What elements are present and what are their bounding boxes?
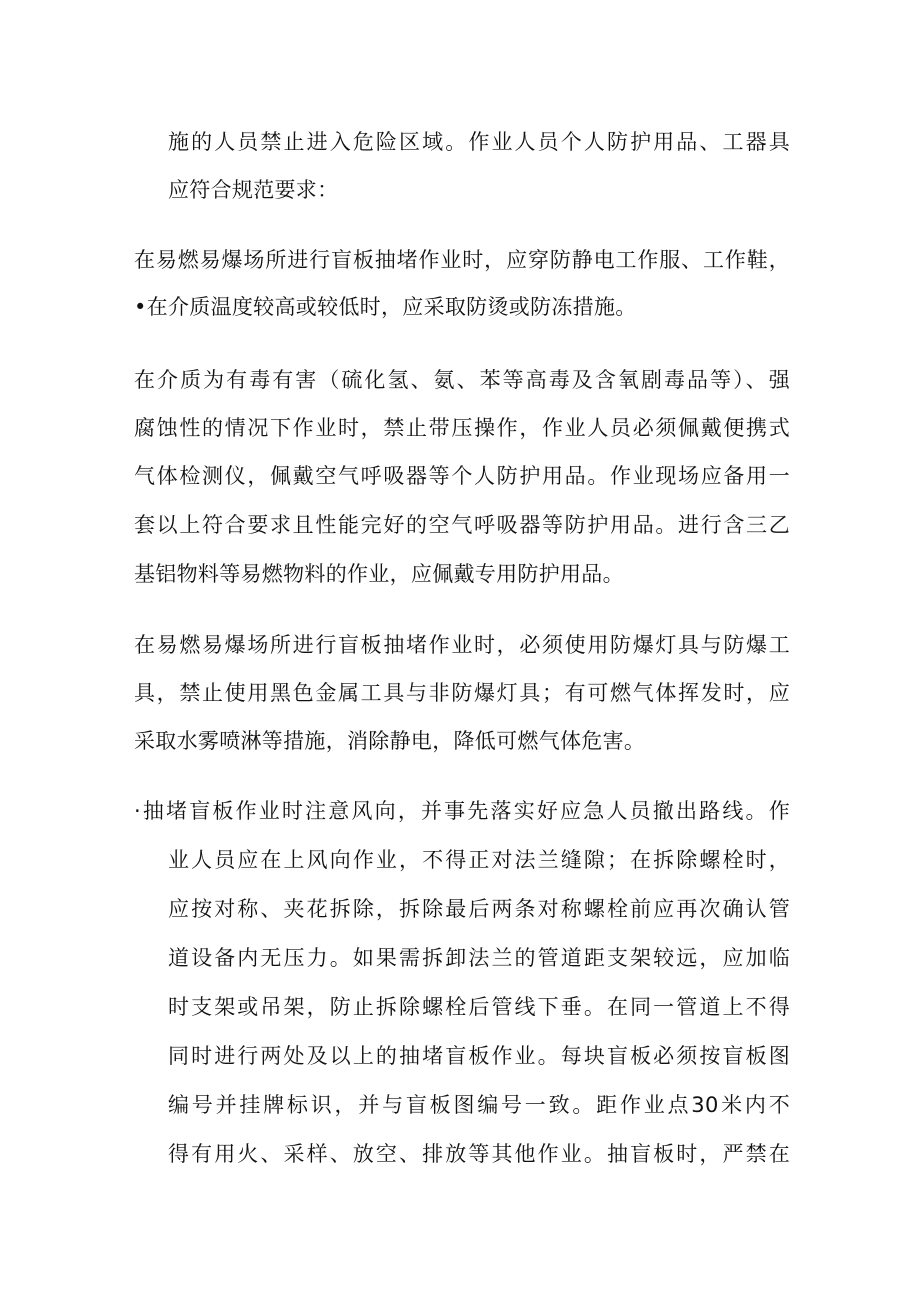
paragraph-4-line-3: 采取水雾喷淋等措施，消除静电，降低可燃气体危害。 bbox=[134, 729, 646, 753]
paragraph-3-line-4: 套以上符合要求且性能完好的空气呼吸器等防护用品。进行含三乙 bbox=[134, 513, 790, 537]
paragraph-3-line-1: 在介质为有毒有害（硫化氢、氨、苯等高毒及含氧剧毒品等）、强 bbox=[134, 368, 790, 392]
paragraph-5-line-1: ·抽堵盲板作业时注意风向，并事先落实好应急人员撤出路线。作 bbox=[134, 799, 790, 823]
paragraph-5-line-8: 得有用火、采样、放空、排放等其他作业。抽盲板时，严禁在 bbox=[168, 1142, 790, 1166]
paragraph-4-line-1: 在易燃易爆场所进行盲板抽堵作业时，必须使用防爆灯具与防爆工 bbox=[134, 633, 790, 657]
paragraph-5-line-6: 同时进行两处及以上的抽堵盲板作业。每块盲板必须按盲板图 bbox=[168, 1044, 790, 1068]
paragraph-3-line-3: 气体检测仪，佩戴空气呼吸器等个人防护用品。作业现场应备用一 bbox=[134, 464, 790, 488]
paragraph-2-line-1: 在易燃易爆场所进行盲板抽堵作业时，应穿防静电工作服、工作鞋， bbox=[134, 248, 790, 272]
paragraph-5-line-5: 时支架或吊架，防止拆除螺栓后管线下垂。在同一管道上不得 bbox=[168, 995, 790, 1019]
paragraph-3-line-5: 基铝物料等易燃物料的作业，应佩戴专用防护用品。 bbox=[134, 562, 624, 586]
paragraph-5-line-4: 道设备内无压力。如果需拆卸法兰的管道距支架较远，应加临 bbox=[168, 946, 790, 970]
paragraph-1-line-1: 施的人员禁止进入危险区域。作业人员个人防护用品、工器具 bbox=[168, 130, 790, 154]
paragraph-5-line-3: 应按对称、夹花拆除，拆除最后两条对称螺栓前应再次确认管 bbox=[168, 897, 790, 921]
paragraph-2-line-2: •在介质温度较高或较低时，应采取防烫或防冻措施。 bbox=[134, 295, 637, 319]
paragraph-5-line-2: 业人员应在上风向作业，不得正对法兰缝隙；在拆除螺栓时， bbox=[168, 848, 790, 872]
paragraph-5-line-7: 编号并挂牌标识，并与盲板图编号一致。距作业点30米内不 bbox=[168, 1093, 790, 1117]
paragraph-3-line-2: 腐蚀性的情况下作业时，禁止带压操作，作业人员必须佩戴便携式 bbox=[134, 416, 790, 440]
paragraph-4-line-2: 具，禁止使用黑色金属工具与非防爆灯具；有可燃气体挥发时，应 bbox=[134, 681, 790, 705]
paragraph-1-line-2: 应符合规范要求： bbox=[168, 178, 339, 202]
